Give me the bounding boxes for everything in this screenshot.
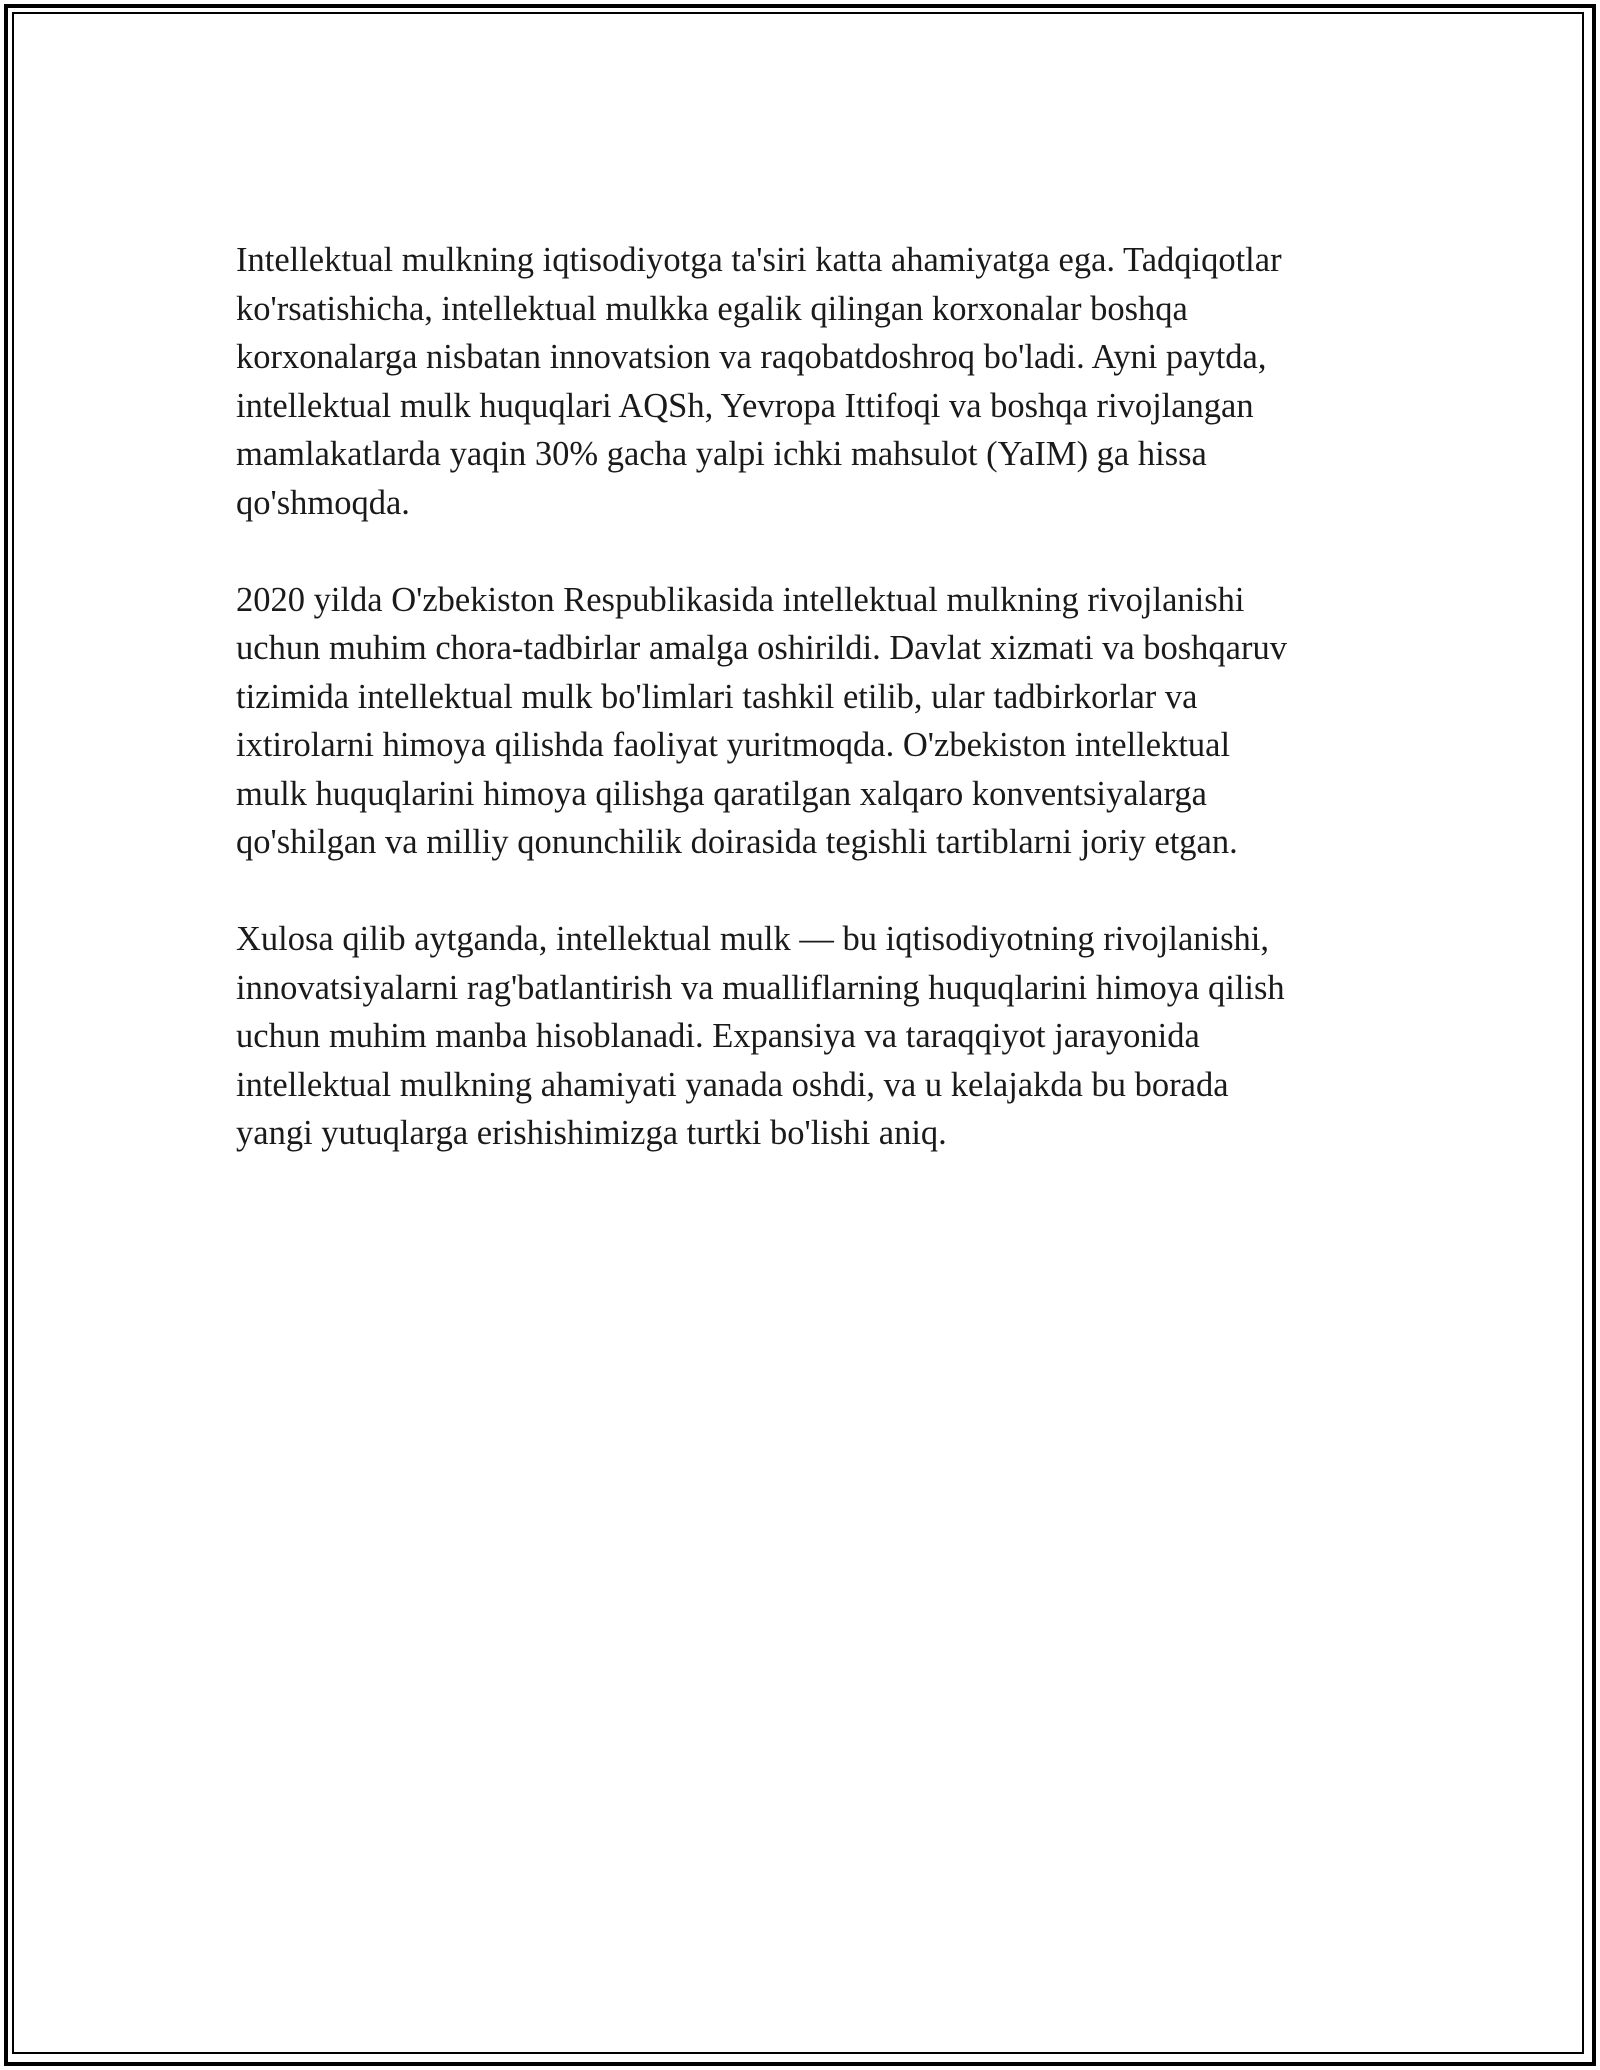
document-body xyxy=(236,236,1366,1206)
paragraph-economic-impact: Intellektual mulkning iqtisodiyotga ta'siri katta ahamiyatga ega. Tadqiqotlar ko'rsatishicha, intellektual mulkka egalik qilingan korxonalar boshqa korxonalarga nisbatan innovatsion va raqobatdoshroq bo'ladi. Ayni paytda, intellektual mulk huquqlari AQSh, Yevropa Ittifoqi va boshqa rivojlangan mamlakatlarda yaqin 30% gacha yalpi ichki mahsulot (YaIM) ga hissa qo'shmoqda. xyxy=(236,241,1282,522)
paragraph-uzbekistan-2020: 2020 yilda O'zbekiston Respublikasida intellektual mulkning rivojlanishi uchun muhim chora-tadbirlar amalga oshirildi. Davlat xizmati va boshqaruv tizimida intellektual mulk bo'limlari tashkil etilib, ular tadbirkorlar va ixtirolarni himoya qilishda faoliyat yuritmoqda. O'zbekiston intellektual mulk huquqlarini himoya qilishga qaratilgan xalqaro konventsiyalarga qo'shilgan va milliy qonunchilik doirasida tegishli tartiblarni joriy etgan. xyxy=(236,580,1287,861)
paragraph-conclusion: Xulosa qilib aytganda, intellektual mulk — bu iqtisodiyotning rivojlanishi, innovatsiyalarni rag'batlantirish va mualliflarning huquqlarini himoya qilish uchun muhim manba hisoblanadi. Expansiya va taraqqiyot jarayonida intellektual mulkning ahamiyati yanada oshdi, va u kelajakda bu borada yangi yutuqlarga erishishimizga turtki bo'lishi aniq. xyxy=(236,920,1285,1152)
